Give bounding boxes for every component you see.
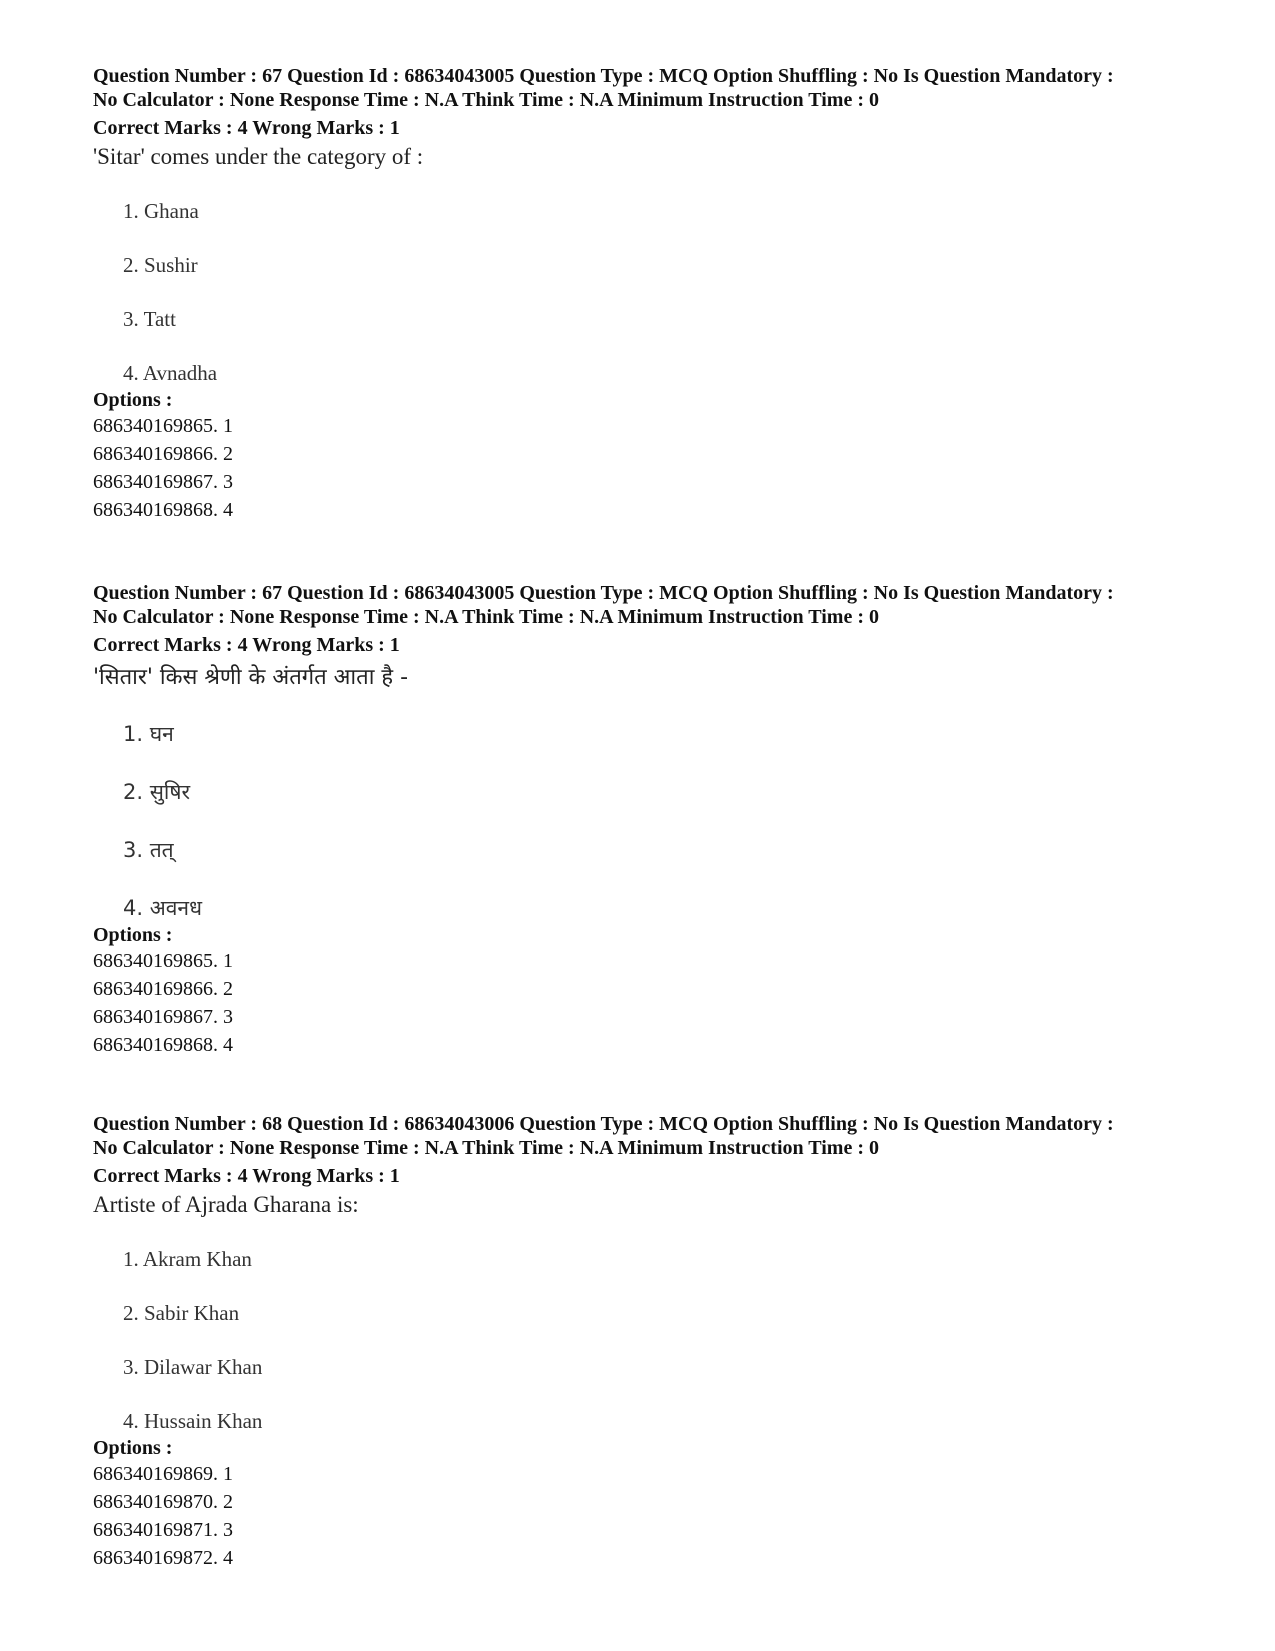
question-meta-line2: No Calculator : None Response Time : N.A Think Time : N.A Minimum Instruction Time : 0	[93, 606, 879, 628]
choice-item	[123, 779, 1213, 805]
choice-item: 4. Avnadha	[123, 361, 218, 385]
choice-item: 2. Sabir Khan	[123, 1301, 240, 1325]
choice-list	[93, 1246, 1213, 1434]
choice-list	[93, 198, 1213, 386]
option-id: 686340169868. 4	[93, 1034, 233, 1056]
question-text: 'सितार' किस श्रेणी के अंतर्गत आता है -	[93, 665, 409, 690]
question-meta-line2: No Calculator : None Response Time : N.A Think Time : N.A Minimum Instruction Time : 0	[93, 1137, 879, 1159]
choice-list	[93, 721, 1213, 921]
question-meta-line1: Question Number : 68 Question Id : 68634043006 Question Type : MCQ Option Shuffling : No Is Question Mandatory :	[93, 1113, 1114, 1135]
choice-item	[123, 721, 1213, 747]
choice-item: 2. Sushir	[123, 253, 198, 277]
option-id: 686340169870. 2	[93, 1491, 233, 1513]
question-block	[93, 64, 1213, 524]
option-id: 686340169866. 2	[93, 443, 233, 465]
choice-item: 1. Ghana	[123, 199, 199, 223]
question-meta-line1: Question Number : 67 Question Id : 68634043005 Question Type : MCQ Option Shuffling : No Is Question Mandatory :	[93, 582, 1114, 604]
choice-item: 3. Tatt	[123, 307, 176, 331]
question-text: 'Sitar' comes under the category of :	[93, 144, 424, 169]
choice-item	[123, 837, 1213, 863]
question-meta-line1: Question Number : 67 Question Id : 68634043005 Question Type : MCQ Option Shuffling : No Is Question Mandatory :	[93, 65, 1114, 87]
option-id: 686340169867. 3	[93, 1006, 233, 1028]
option-id: 686340169871. 3	[93, 1519, 233, 1541]
choice-label: 2. सुषिर	[123, 780, 191, 804]
choice-item: 4. Hussain Khan	[123, 1409, 263, 1433]
choice-item	[123, 895, 1213, 921]
option-id: 686340169867. 3	[93, 471, 233, 493]
choice-label: 1. घन	[123, 722, 174, 746]
question-meta-line2: No Calculator : None Response Time : N.A Think Time : N.A Minimum Instruction Time : 0	[93, 89, 879, 111]
question-marks: Correct Marks : 4 Wrong Marks : 1	[93, 1165, 400, 1187]
question-text: Artiste of Ajrada Gharana is:	[93, 1192, 359, 1217]
question-marks: Correct Marks : 4 Wrong Marks : 1	[93, 634, 400, 656]
question-block	[93, 581, 1213, 1059]
choice-item: 3. Dilawar Khan	[123, 1355, 263, 1379]
option-id: 686340169865. 1	[93, 950, 233, 972]
options-label: Options :	[93, 389, 173, 411]
option-id: 686340169869. 1	[93, 1463, 233, 1485]
option-id: 686340169868. 4	[93, 499, 233, 521]
choice-label: 3. तत्	[123, 838, 174, 862]
choice-label: 4. अवनध	[123, 896, 203, 920]
option-id: 686340169866. 2	[93, 978, 233, 1000]
option-id: 686340169872. 4	[93, 1547, 233, 1569]
question-block	[93, 1112, 1213, 1572]
question-marks: Correct Marks : 4 Wrong Marks : 1	[93, 117, 400, 139]
choice-item: 1. Akram Khan	[123, 1247, 252, 1271]
options-label: Options :	[93, 924, 173, 946]
option-id: 686340169865. 1	[93, 415, 233, 437]
options-label: Options :	[93, 1437, 173, 1459]
